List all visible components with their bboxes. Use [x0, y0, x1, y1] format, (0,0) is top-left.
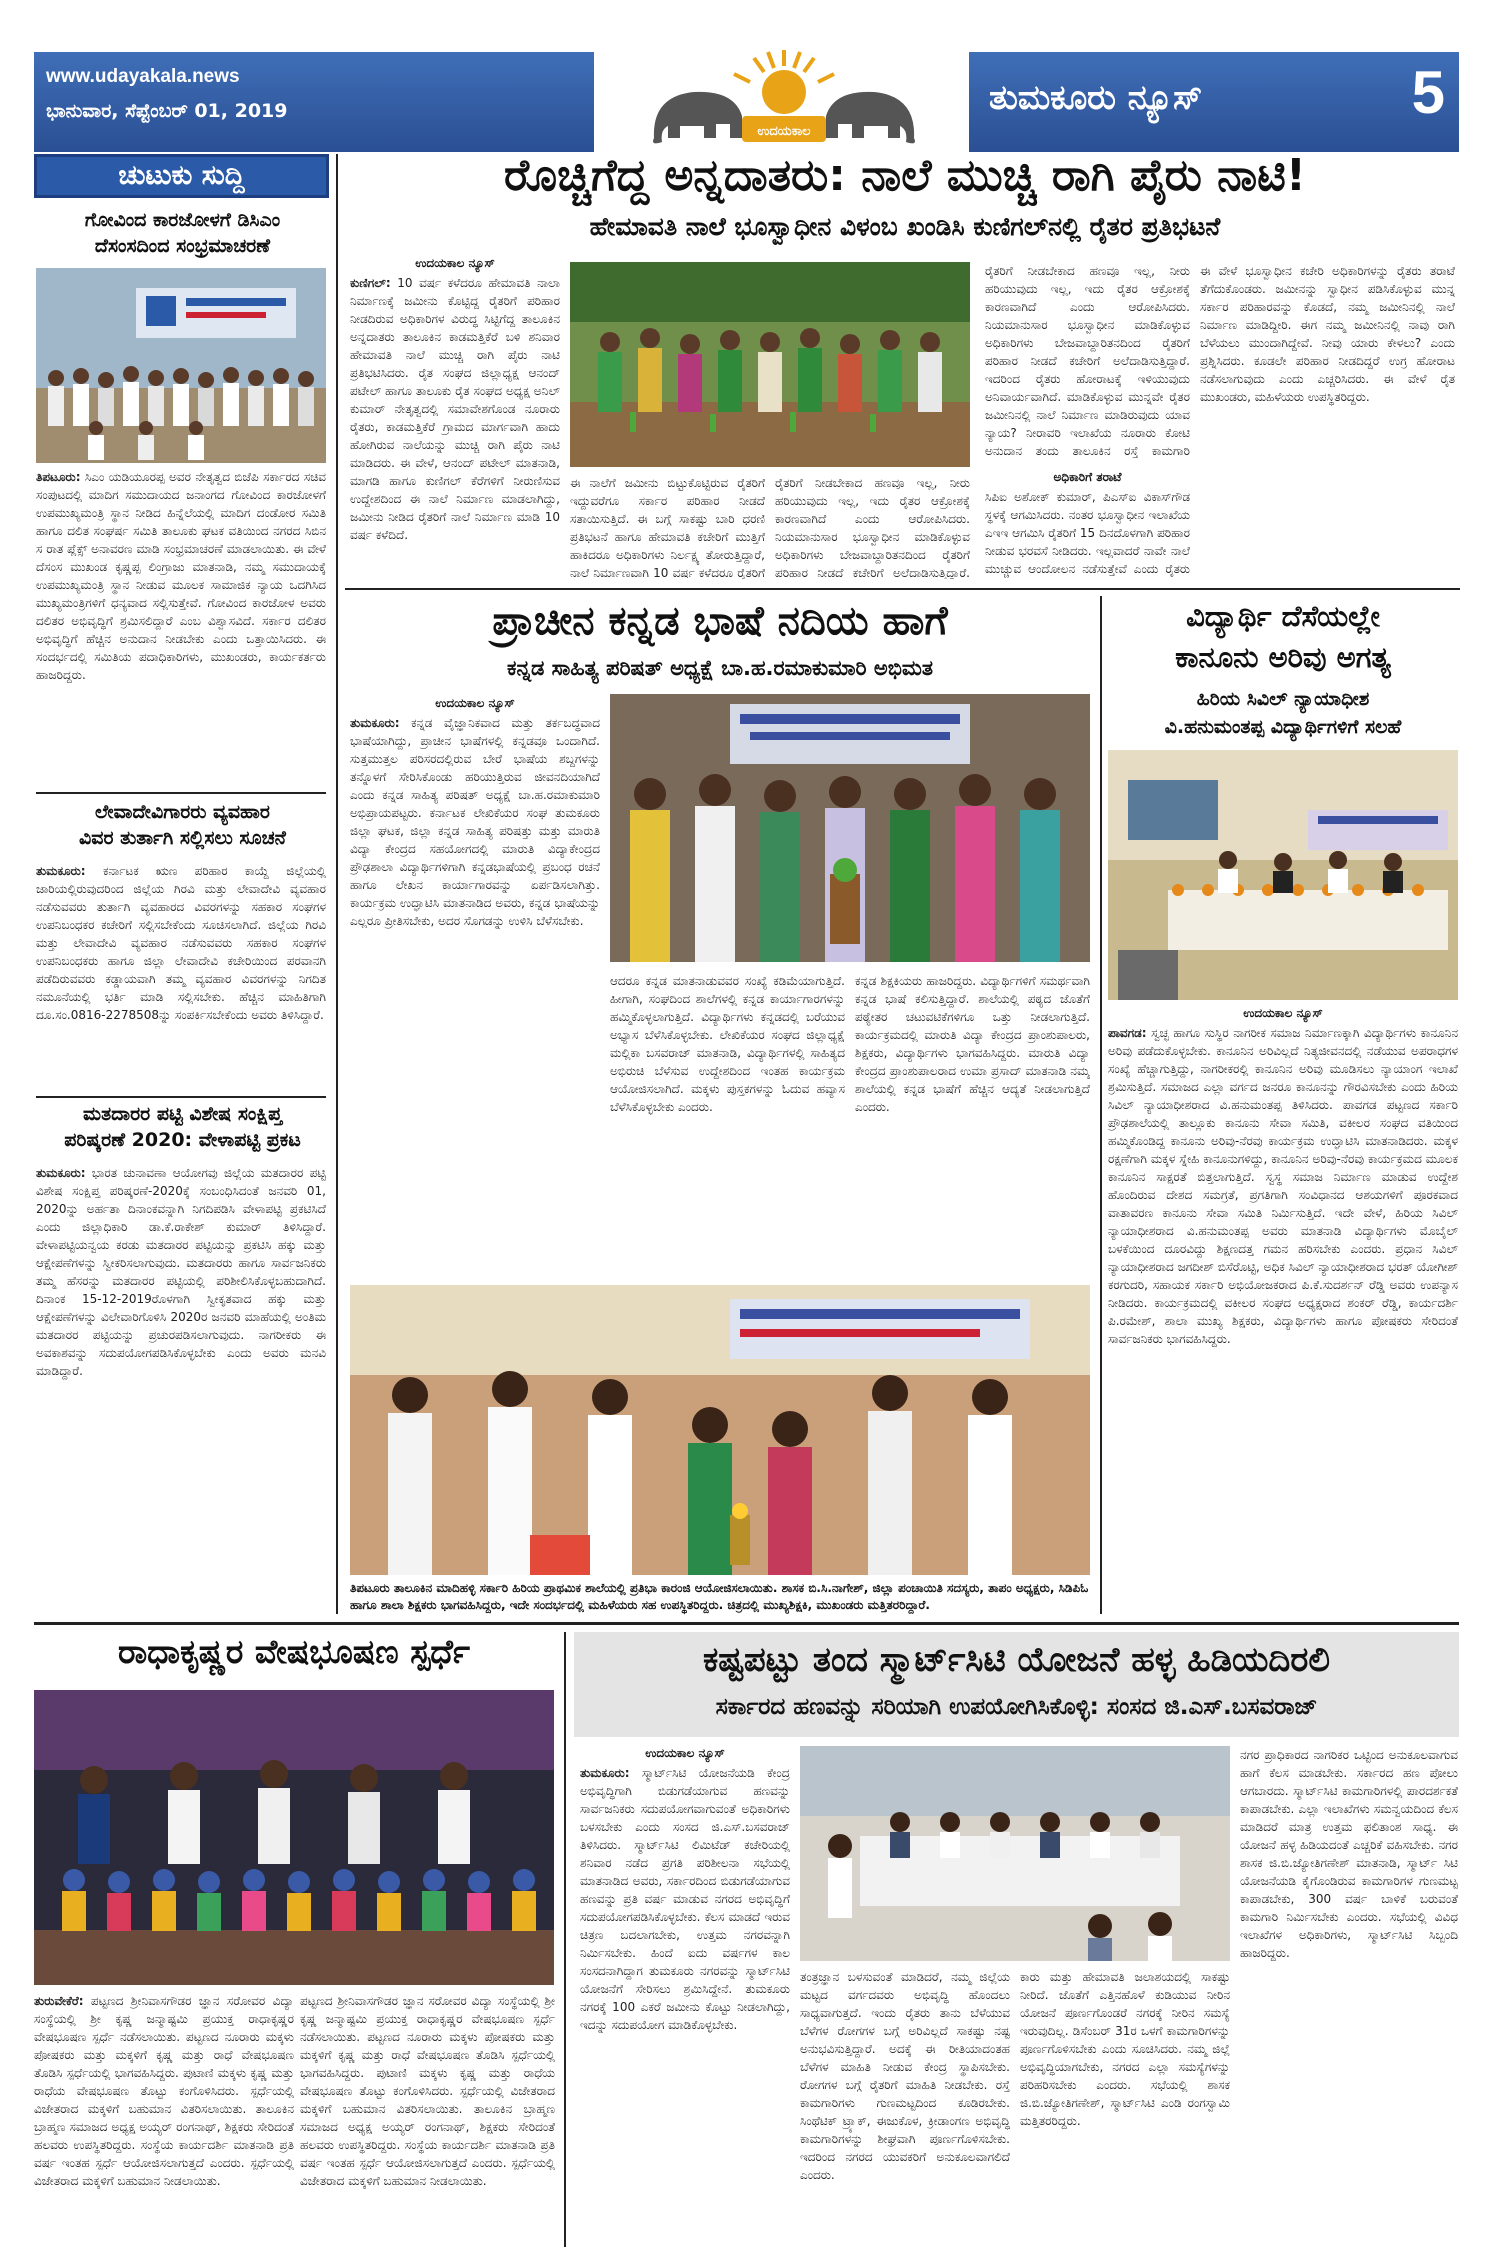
brief3-text: ಭಾರತ ಚುನಾವಣಾ ಆಯೋಗವು ಜಿಲ್ಲೆಯ ಮತದಾರರ ಪಟ್ಟಿ ವಿಶೇಷ ಸಂಕ್ಷಿಪ್ತ ಪರಿಷ್ಕರಣೆ-2020ಕ್ಕೆ ಸಂಬಂಧಿಸಿದಂತೆ ಜನವರಿ 01, 2020ನ್ನು ಅರ್ಹತಾ ದಿನಾಂಕವನ್ನಾಗಿ ನಿಗದಿಪಡಿಸಿ ವೇಳಾಪಟ್ಟಿ ಪ್ರಕಟಿಸಿದೆ ಎಂದು ಜಿಲ್ಲಾಧಿಕಾರಿ ಡಾ.ಕೆ.ರಾಕೇಶ್ ಕುಮಾರ್ ತಿಳಿಸಿದ್ದಾರೆ. ವೇಳಾಪಟ್ಟಿಯನ್ವಯ ಕರಡು ಮತದಾರರ ಪಟ್ಟಿಯನ್ನು ಪ್ರಕಟಿಸಿ ಹಕ್ಕು ಮತ್ತು ಆಕ್ಷೇಪಣೆಗಳನ್ನು ಸ್ವೀಕರಿಸಲಾಗುವುದು. ಮತದಾರರು ಹಾಗೂ ಸಾರ್ವಜನಿಕರು ತಮ್ಮ ಹೆಸರನ್ನು ಮತದಾರರ ಪಟ್ಟಿಯಲ್ಲಿ ಪರಿಶೀಲಿಸಿಕೊಳ್ಳಬಹುದಾಗಿದೆ. ದಿನಾಂಕ 15-12-2019ರೊಳಗಾಗಿ ಸ್ವೀಕೃತವಾದ ಹಕ್ಕು ಮತ್ತು ಆಕ್ಷೇಪಣೆಗಳನ್ನು ವಿಲೇವಾರಿಗೊಳಿಸಿ 2020ರ ಜನವರಿ ಮಾಹೆಯಲ್ಲಿ ಅಂತಿಮ ಮತದಾರರ ಪಟ್ಟಿಯನ್ನು ಪ್ರಚುರಪಡಿಸಲಾಗುವುದು. ನಾಗರೀಕರು ಈ ಅವಕಾಶವನ್ನು ಸದುಪಯೋಗಪಡಿಸಿಕೊಳ್ಳಬೇಕು ಎಂದು ಅವರು ಮನವಿ ಮಾಡಿದ್ದಾರೆ. — [36, 1166, 326, 1378]
kannada-dateline: ತುಮಕೂರು: — [350, 716, 400, 730]
lead-col3 — [775, 474, 970, 579]
section-title: ತುಮಕೂರು ನ್ಯೂಸ್ — [989, 78, 1203, 118]
radha-photo — [34, 1690, 554, 1985]
brief3-headline-line1: ಮತದಾರರ ಪಟ್ಟಿ ವಿಶೇಷ ಸಂಕ್ಷಿಪ್ತ — [83, 1103, 282, 1125]
law-headline — [1108, 596, 1458, 677]
law-photo — [1108, 750, 1458, 1000]
lead-col3b — [985, 262, 1190, 462]
brief3-body — [36, 1164, 326, 1614]
lead-sub-heading: ಅಧಿಕಾರಿಗೆ ತರಾಟೆ — [1053, 470, 1122, 484]
lead-col5 — [1200, 262, 1455, 580]
women-lamp-lighting-photo-icon — [610, 694, 1090, 962]
center-event-photo — [350, 1285, 1090, 1575]
smart-city-col1-text: ಸ್ಮಾರ್ಟ್‌ಸಿಟಿ ಯೋಜನೆಯಡಿ ಕೇಂದ್ರ ಅಭಿವೃದ್ಧಿಗಾಗಿ ಬಿಡುಗಡೆಯಾಗುವ ಹಣವನ್ನು ಸಾರ್ವಜನಿಕರು ಸದುಪಯೋಗವಾಗುವಂತೆ ಅಧಿಕಾರಿಗಳು ಬಳಸಬೇಕು ಎಂದು ಸಂಸದ ಜಿ.ಎಸ್.ಬಸವರಾಜ್ ತಿಳಿಸಿದರು. ಸ್ಮಾರ್ಟ್‌ಸಿಟಿ ಲಿಮಿಟೆಡ್ ಕಚೇರಿಯಲ್ಲಿ ಶನಿವಾರ ನಡೆದ ಪ್ರಗತಿ ಪರಿಶೀಲನಾ ಸಭೆಯಲ್ಲಿ ಮಾತನಾಡಿದ ಅವರು, ಸರ್ಕಾರದಿಂದ ಬಿಡುಗಡೆಯಾಗುವ ಹಣವನ್ನು ಪ್ರತಿ ವರ್ಷ ಮಾಡುವ ನಗರದ ಅಭಿವೃದ್ಧಿಗೆ ಸದುಪಯೋಗಪಡಿಸಿಕೊಳ್ಳಬೇಕು. ಕೆಲಸ ಮಾಡದೆ ಇರುವ ಚಿತ್ರಣ ಬದಲಾಗಬೇಕು, ಉತ್ತಮ ನಗರವನ್ನಾಗಿ ನಿರ್ಮಿಸಬೇಕು. ಹಿಂದೆ ಐದು ವರ್ಷಗಳ ಕಾಲ ಸಂಸದನಾಗಿದ್ದಾಗ ತುಮಕೂರು ನಗರವನ್ನು ಸ್ಮಾರ್ಟ್‌ಸಿಟಿ ಯೋಜನೆಗೆ ಸೇರಿಸಲು ಶ್ರಮಿಸಿದ್ದೇನೆ. ತುಮಕೂರು ನಗರಕ್ಕೆ 100 ಎಕರೆ ಜಮೀನು ಕೊಟ್ಟು ನೀಡಲಾಗಿದ್ದು, ಇದನ್ನು ಸದುಪಯೋಗ ಮಾಡಿಕೊಳ್ಳಬೇಕು. — [580, 1766, 790, 2032]
group-photo-icon — [36, 268, 326, 463]
brief2-body — [36, 862, 326, 1090]
udayakala-logo — [624, 46, 944, 154]
smart-city-col1 — [580, 1764, 790, 2247]
brief2-headline — [40, 800, 325, 851]
divider — [36, 792, 326, 794]
center-photo-caption: ತಿಪಟೂರು ತಾಲೂಕಿನ ಮಾದಿಹಳ್ಳಿ ಸರ್ಕಾರಿ ಹಿರಿಯ ಪ್ರಾಥಮಿಕ ಶಾಲೆಯಲ್ಲಿ ಪ್ರತಿಭಾ ಕಾರಂಜಿ ಆಯೋಜಿಸಲಾಯಿತು. ಶಾಸಕ ಬಿ.ಸಿ.ನಾಗೇಶ್, ಜಿಲ್ಲಾ ಪಂಚಾಯಿತಿ ಸದಸ್ಯರು, ತಾಪಂ ಅಧ್ಯಕ್ಷರು, ಸಿಡಿಪಿಓ ಹಾಗೂ ಶಾಲಾ ಶಿಕ್ಷಕರು ಭಾಗವಹಿಸಿದ್ದರು, ಇದೇ ಸಂದರ್ಭದಲ್ಲಿ ಮಹಿಳೆಯರು ಸಹ ಉಪಸ್ಥಿತರಿದ್ದರು. ಚಿತ್ರದಲ್ಲಿ ಮುಖ್ಯಶಿಕ್ಷಕಿ, ಮುಖಂಡರು ಮತ್ತಿತರರಿದ್ದಾರೆ. — [350, 1581, 1089, 1613]
brief1-dateline: ತಿಪಟೂರು: — [36, 470, 81, 484]
smart-city-col4 — [1240, 1746, 1458, 2247]
divider — [345, 588, 1460, 590]
brief2-headline-line2: ವಿವರ ತುರ್ತಾಗಿ ಸಲ್ಲಿಸಲು ಸೂಚನೆ — [79, 826, 286, 849]
lead-photo-caption-col — [570, 474, 765, 579]
kannada-col1-text: ಕನ್ನಡ ವೈಜ್ಞಾನಿಕವಾದ ಮತ್ತು ತರ್ಕಬದ್ಧವಾದ ಭಾಷೆಯಾಗಿದ್ದು, ಪ್ರಾಚೀನ ಭಾಷೆಗಳಲ್ಲಿ ಕನ್ನಡವೂ ಒಂದಾಗಿದೆ. ಸುತ್ತಮುತ್ತಲ ಪರಿಸರದಲ್ಲಿರುವ ಬೇರೆ ಭಾಷೆಯ ಶಬ್ದಗಳನ್ನು ತನ್ನೊಳಗೆ ಸೇರಿಸಿಕೊಂಡು ಹರಿಯುತ್ತಿರುವ ಜೀವನದಿಯಾಗಿದೆ ಎಂದು ಕನ್ನಡ ಸಾಹಿತ್ಯ ಪರಿಷತ್ ಅಧ್ಯಕ್ಷೆ ಬಾ.ಹ.ರಮಾಕುಮಾರಿ ಅಭಿಪ್ರಾಯಪಟ್ಟರು. ಕರ್ನಾಟಕ ಲೇಖಿಕೆಯರ ಸಂಘ ತುಮಕೂರು ಜಿಲ್ಲಾ ಘಟಕ, ಜಿಲ್ಲಾ ಕನ್ನಡ ಸಾಹಿತ್ಯ ಪರಿಷತ್ತು ಮತ್ತು ಮಾರುತಿ ವಿದ್ಯಾ ಕೇಂದ್ರದ ಸಹಯೋಗದಲ್ಲಿ ಮಾರುತಿ ವಿದ್ಯಾಕೇಂದ್ರದ ಪ್ರೌಢಶಾಲಾ ವಿದ್ಯಾರ್ಥಿಗಳಿಗಾಗಿ ಕನ್ನಡಭಾಷೆಯಲ್ಲಿ ಪ್ರಬಂಧ ರಚನೆ ಹಾಗೂ ಲೇಖನ ಕಾರ್ಯಾಗಾರವನ್ನು ಏರ್ಪಡಿಸಲಾಗಿತ್ತು. ಕಾರ್ಯಕ್ರಮ ಉದ್ಘಾಟಿಸಿ ಮಾತನಾಡಿದ ಅವರು, ಕನ್ನಡ ಭಾಷೆಯನ್ನು ಎಲ್ಲರೂ ಪ್ರೀತಿಸಬೇಕು, ಅದರ ಸೊಗಡನ್ನು ಉಳಿಸಿ ಬೆಳೆಸಬೇಕು. — [350, 716, 600, 928]
law-dateline: ಪಾವಗಡ: — [1108, 1026, 1147, 1040]
law-body — [1108, 1024, 1458, 1614]
lead-col3b-text: ರೈತರಿಗೆ ನೀಡಬೇಕಾದ ಹಣವೂ ಇಲ್ಲ, ನೀರು ಹರಿಯುವುದು ಇಲ್ಲ, ಇದು ರೈತರ ಆಕ್ರೋಶಕ್ಕೆ ಕಾರಣವಾಗಿದೆ ಎಂದು ಆರೋಪಿಸಿದರು. ನಿಯಮಾನುಸಾರ ಭೂಸ್ವಾಧೀನ ಮಾಡಿಕೊಳ್ಳುವ ಅಧಿಕಾರಿಗಳು ಬೇಜವಾಬ್ದಾರಿತನದಿಂದ ರೈತರಿಗೆ ಪರಿಹಾರ ನೀಡದೆ ಕಚೇರಿಗೆ ಅಲೆದಾಡಿಸುತ್ತಿದ್ದಾರೆ. ಇದರಿಂದ ರೈತರು ಹೋರಾಟಕ್ಕೆ ಇಳಿಯುವುದು ಅನಿವಾರ್ಯವಾಗಿದೆ. ಮಾಡಿಕೊಳ್ಳುವ ಮುನ್ನವೇ ರೈತರ ಜಮೀನಿನಲ್ಲಿ ನಾಲೆ ನಿರ್ಮಾಣ ಮಾಡಿರುವುದು ಯಾವ ನ್ಯಾಯ? ನೀರಾವರಿ ಇಲಾಖೆಯ ನೂರಾರು ಕೋಟಿ ಅನುದಾನ ತಂದು ತಾಲೂಕಿನ ರಸ್ತೆ ಕಾಮಗಾರಿ — [985, 264, 1190, 458]
brief1-photo — [36, 268, 326, 463]
website-url[interactable]: www.udayakala.news — [46, 66, 240, 87]
law-byline: ಉದಯಕಾಲ ನ್ಯೂಸ್ — [1243, 1006, 1323, 1020]
smart-city-col3-text: ಕಾರು ಮತ್ತು ಹೇಮಾವತಿ ಜಲಾಶಯದಲ್ಲಿ ಸಾಕಷ್ಟು ನೀರಿದೆ. ಜೊತೆಗೆ ಎತ್ತಿನಹೊಳೆ ಕುಡಿಯುವ ನೀರಿನ ಯೋಜನೆ ಪೂರ್ಣಗೊಂಡರೆ ನಗರಕ್ಕೆ ನೀರಿನ ಸಮಸ್ಯೆ ಇರುವುದಿಲ್ಲ. ಡಿಸೆಂಬರ್ 31ರ ಒಳಗೆ ಕಾಮಗಾರಿಗಳನ್ನು ಪೂರ್ಣಗೊಳಿಸಬೇಕು ಎಂದು ಸೂಚಿಸಿದರು. ನಮ್ಮ ಜಿಲ್ಲೆ ಅಭಿವೃದ್ಧಿಯಾಗಬೇಕು, ನಗರದ ಎಲ್ಲಾ ಸಮಸ್ಯೆಗಳನ್ನು ಪರಿಹರಿಸಬೇಕು ಎಂದರು. ಸಭೆಯಲ್ಲಿ ಶಾಸಕ ಜಿ.ಬಿ.ಜ್ಯೋತಿಗಣೇಶ್, ಸ್ಮಾರ್ಟ್‌ಸಿಟಿ ಎಂಡಿ ರಂಗಸ್ವಾಮಿ ಮತ್ತಿತರರಿದ್ದರು. — [1020, 1970, 1230, 2128]
law-subheadline-line2: ವಿ.ಹನುಮಂತಪ್ಪ ವಿದ್ಯಾರ್ಥಿಗಳಿಗೆ ಸಲಹೆ — [1164, 715, 1402, 738]
legal-awareness-stage-photo-icon — [1108, 750, 1458, 1000]
logo-text: ಉದಯಕಾಲ — [757, 124, 811, 139]
brief1-headline-line2: ದೆಸಂಸದಿಂದ ಸಂಭ್ರಮಾಚರಣೆ — [94, 234, 271, 257]
kannada-col3-text: ಕನ್ನಡ ಶಿಕ್ಷಕಿಯರು ಹಾಜರಿದ್ದರು. ವಿದ್ಯಾರ್ಥಿಗಳಿಗೆ ಸಮರ್ಥವಾಗಿ ಕನ್ನಡ ಭಾಷೆ ಕಲಿಸುತ್ತಿದ್ದಾರೆ. ಶಾಲೆಯಲ್ಲಿ ಪಠ್ಯದ ಜೊತೆಗೆ ಪಠ್ಯೇತರ ಚಟುವಟಿಕೆಗಳಿಗೂ ಒತ್ತು ನೀಡಲಾಗುತ್ತಿದೆ. ಕಾರ್ಯಕ್ರಮದಲ್ಲಿ ಮಾರುತಿ ವಿದ್ಯಾ ಕೇಂದ್ರದ ಪ್ರಾಂಶುಪಾಲರು, ಶಿಕ್ಷಕರು, ವಿದ್ಯಾರ್ಥಿಗಳು ಭಾಗವಹಿಸಿದ್ದರು. ಮಾರುತಿ ವಿದ್ಯಾ ಕೇಂದ್ರದ ಪ್ರಾಂಶುಪಾಲರಾದ ಉಮಾ ಪ್ರಸಾದ್ ಮಾತನಾಡಿ ನಮ್ಮ ಶಾಲೆಯಲ್ಲಿ ಕನ್ನಡ ಭಾಷೆಗೆ ಹೆಚ್ಚಿನ ಆದ್ಯತೆ ನೀಡಲಾಗುತ್ತಿದೆ ಎಂದರು. — [855, 974, 1090, 1114]
law-subheadline-line1: ಹಿರಿಯ ಸಿವಿಲ್ ನ್ಯಾಯಾಧೀಶ — [1196, 688, 1370, 710]
kannada-col2 — [610, 972, 845, 1274]
lead-byline: ಉದಯಕಾಲ ನ್ಯೂಸ್ — [415, 256, 495, 270]
law-headline-line2: ಕಾನೂನು ಅರಿವು ಅಗತ್ಯ — [1175, 639, 1391, 674]
radha-col2 — [300, 1992, 555, 2247]
divider — [36, 1096, 326, 1098]
smart-city-col3 — [1020, 1968, 1230, 2247]
brief2-text: ಕರ್ನಾಟಕ ಋಣ ಪರಿಹಾರ ಕಾಯ್ದೆ ಜಿಲ್ಲೆಯಲ್ಲಿ ಜಾರಿಯಲ್ಲಿರುವುದರಿಂದ ಜಿಲ್ಲೆಯ ಗಿರವಿ ಮತ್ತು ಲೇವಾದೇವಿ ವ್ಯವಹಾರ ನಡೆಸುವವರು ತುರ್ತಾಗಿ ವ್ಯವಹಾರದ ವಿವರಗಳನ್ನು ಸಹಕಾರ ಸಂಘಗಳ ಉಪನಿಬಂಧಕರ ಕಚೇರಿಗೆ ಸಲ್ಲಿಸಬೇಕೆಂದು ಸೂಚಿಸಲಾಗಿದೆ. ಜಿಲ್ಲೆಯ ಗಿರವಿ ಮತ್ತು ಲೇವಾದೇವಿ ವ್ಯವಹಾರ ನಡೆಸುವವರು ಸಹಕಾರ ಸಂಘಗಳ ಉಪನಿಬಂಧಕರು ಹಾಗೂ ಜಿಲ್ಲಾ ಲೇವಾದೇವಿ ಕಚೇರಿಯಿಂದ ಪರವಾನಗಿ ಪಡೆದಿರುವವರು ಕಡ್ಡಾಯವಾಗಿ ತಮ್ಮ ವ್ಯವಹಾರ ವಿವರಗಳನ್ನು ನಿಗದಿತ ನಮೂನೆಯಲ್ಲಿ ಭರ್ತಿ ಮಾಡಿ ಸಲ್ಲಿಸಬೇಕು. ಹೆಚ್ಚಿನ ಮಾಹಿತಿಗಾಗಿ ದೂ.ಸಂ.0816-2278508ನ್ನು ಸಂಪರ್ಕಿಸಬೇಕೆಂದು ಅವರು ತಿಳಿಸಿದ್ದಾರೆ. — [36, 864, 326, 1022]
brief3-dateline: ತುಮಕೂರು: — [36, 1166, 86, 1180]
lead-headline: ರೊಚ್ಚಿಗೆದ್ದ ಅನ್ನದಾತರು: ನಾಲೆ ಮುಚ್ಚಿ ರಾಗಿ ಪೈರು ನಾಟಿ! — [504, 150, 1306, 201]
law-body-text: ಸ್ವಚ್ಛ ಹಾಗೂ ಸುಸ್ಥಿರ ನಾಗರೀಕ ಸಮಾಜ ನಿರ್ಮಾಣಕ್ಕಾಗಿ ವಿದ್ಯಾರ್ಥಿಗಳು ಕಾನೂನಿನ ಅರಿವು ಪಡೆದುಕೊಳ್ಳಬೇಕು. ಕಾನೂನಿನ ಅರಿವಿಲ್ಲದೆ ನಿತ್ಯಜೀವನದಲ್ಲಿ ನಡೆಯುವ ಅಪರಾಧಗಳ ಸಂಖ್ಯೆ ಹೆಚ್ಚಾಗುತ್ತಿದ್ದು, ನಾಗರೀಕರಲ್ಲಿ ಕಾನೂನಿನ ಅರಿವು ಮೂಡಿಸಲು ನ್ಯಾಯಾಂಗ ಇಲಾಖೆ ಶ್ರಮಿಸುತ್ತಿದೆ. ಸಮಾಜದ ಎಲ್ಲಾ ವರ್ಗದ ಜನರೂ ಕಾನೂನನ್ನು ಗೌರವಿಸಬೇಕು ಎಂದು ಹಿರಿಯ ಸಿವಿಲ್ ನ್ಯಾಯಾಧೀಶರಾದ ವಿ.ಹನುಮಂತಪ್ಪ ತಿಳಿಸಿದರು. ಪಾವಗಡ ಪಟ್ಟಣದ ಸರ್ಕಾರಿ ಪ್ರೌಢಶಾಲೆಯಲ್ಲಿ ತಾಲ್ಲೂಕು ಕಾನೂನು ಸೇವಾ ಸಮಿತಿ, ವಕೀಲರ ಸಂಘದ ವತಿಯಿಂದ ಹಮ್ಮಿಕೊಂಡಿದ್ದ ಕಾನೂನು ಅರಿವು-ನೆರವು ಕಾರ್ಯಕ್ರಮ ಉದ್ಘಾಟಿಸಿ ಮಾತನಾಡಿದರು. ಮಕ್ಕಳ ರಕ್ಷಣೆಗಾಗಿ ಮಕ್ಕಳ ಸ್ನೇಹಿ ಕಾನೂನುಗಳಿದ್ದು, ಕಾನೂನಿನ ಅರಿವು-ನೆರವು ಕಾರ್ಯಕ್ರಮದ ಮೂಲಕ ಕಾನೂನಿನ ಸಾಕ್ಷರತೆ ಬಿತ್ತಲಾಗುತ್ತಿದೆ. ಸ್ವಸ್ಥ ಸಮಾಜ ನಿರ್ಮಾಣ ಮಾಡುವ ಉದ್ದೇಶ ಹೊಂದಿರುವ ದೇಶದ ಸಮಗ್ರತೆ, ಪ್ರಗತಿಗಾಗಿ ಸಂವಿಧಾನದ ಆಶಯಗಳಿಗೆ ಪೂರಕವಾದ ವಾತಾವರಣ ಕಾನೂನು ಸೇವಾ ಸಮಿತಿ ನಿರ್ಮಿಸುತ್ತಿದೆ. ಇದೇ ವೇಳೆ, ಹಿರಿಯ ಸಿವಿಲ್ ನ್ಯಾಯಾಧೀಶರಾದ ವಿ.ಹನುಮಂತಪ್ಪ ಅವರು ಮಾತನಾಡಿ ವಿದ್ಯಾರ್ಥಿಗಳು ಮೊಬೈಲ್ ಬಳಕೆಯಿಂದ ದೂರವಿದ್ದು ಶಿಕ್ಷಣದತ್ತ ಗಮನ ಹರಿಸಬೇಕು ಎಂದರು. ಪ್ರಧಾನ ಸಿವಿಲ್ ನ್ಯಾಯಾಧೀಶರಾದ ಜಗದೀಶ್ ಬಿಸೆರೊಟ್ಟಿ, ಅಧಿಕ ಸಿವಿಲ್ ನ್ಯಾಯಾಧೀಶರಾದ ಭರತ್ ಯೋಗೀಶ್ ಕರಗುದರಿ, ಸಹಾಯಕ ಸರ್ಕಾರಿ ಅಭಿಯೋಜಕರಾದ ಪಿ.ಕೆ.ಸುದರ್ಶನ್ ರೆಡ್ಡಿ ಅವರು ಉಪನ್ಯಾಸ ನೀಡಿದರು. ಕಾರ್ಯಕ್ರಮದಲ್ಲಿ ವಕೀಲರ ಸಂಘದ ಅಧ್ಯಕ್ಷರಾದ ಶಂಕರ್ ರೆಡ್ಡಿ, ಕಾರ್ಯದರ್ಶಿ ಪಿ.ರಮೇಶ್, ಶಾಲಾ ಮುಖ್ಯ ಶಿಕ್ಷಕರು, ವಿದ್ಯಾರ್ಥಿಗಳು ಹಾಗೂ ಪೋಷಕರು ಸೇರಿದಂತೆ ಸಾರ್ವಜನಿಕರು ಭಾಗವಹಿಸಿದ್ದರು. — [1108, 1026, 1458, 1346]
kannada-photo — [610, 694, 1090, 962]
radha-dateline: ತುರುವೇಕೆರೆ: — [34, 1994, 84, 2008]
smart-city-col2 — [800, 1968, 1010, 2247]
lead-photo-caption: ಈ ನಾಲೆಗೆ ಜಮೀನು ಬಿಟ್ಟುಕೊಟ್ಟಿರುವ ರೈತರಿಗೆ ಇದ್ದುವರೆಗೂ ಸರ್ಕಾರ ಪರಿಹಾರ ನೀಡದೆ ಸತಾಯಿಸುತ್ತಿದೆ. ಈ ಬಗ್ಗೆ ಸಾಕಷ್ಟು ಬಾರಿ ಧರಣಿ ಪ್ರತಿಭಟನೆ ಹಾಗೂ ಹೇಮಾವತಿ ಕಚೇರಿಗೆ ಮುತ್ತಿಗೆ ಹಾಕಿದರೂ ಅಧಿಕಾರಿಗಳು ನಿರ್ಲಕ್ಷ್ಯ ತೋರುತ್ತಿದ್ದಾರೆ, ನಾಲೆ ನಿರ್ಮಾಣವಾಗಿ 10 ವರ್ಷ ಕಳೆದರೂ ರೈತರಿಗೆ — [570, 476, 765, 579]
radha-col1 — [34, 1992, 294, 2247]
lead-col1-text: 10 ವರ್ಷ ಕಳೆದರೂ ಹೇಮಾವತಿ ನಾಲಾ ನಿರ್ಮಾಣಕ್ಕೆ ಜಮೀನು ಕೊಟ್ಟಿದ್ದ ರೈತರಿಗೆ ಪರಿಹಾರ ನೀಡದಿರುವ ಅಧಿಕಾರಿಗಳ ವಿರುದ್ಧ ಸಿಟ್ಟಿಗೆದ್ದ ತಾಲೂಕಿನ ಅನ್ನದಾತರು ತಾಲೂಕಿನ ಕಾಡಮತ್ತಿಕೆರೆ ಬಳಿ ಶನಿವಾರ ಹೇಮಾವತಿ ನಾಲೆ ಮುಚ್ಚಿ ರಾಗಿ ಪೈರು ನಾಟಿ ಪ್ರತಿಭಟಿಸಿದರು. ರೈತ ಸಂಘದ ಜಿಲ್ಲಾಧ್ಯಕ್ಷ ಆನಂದ್ ಪಟೇಲ್ ಹಾಗೂ ತಾಲೂಕು ರೈತ ಸಂಘದ ಅಧ್ಯಕ್ಷ ಅನಿಲ್ ಕುಮಾರ್ ನೇತೃತ್ವದಲ್ಲಿ ಸಮಾವೇಶಗೊಂಡ ನೂರಾರು ರೈತರು, ಕಾಡಮತ್ತಿಕೆರೆ ಗ್ರಾಮದ ಮಾರ್ಗವಾಗಿ ಹಾದು ಹೋಗಿರುವ ನಾಲೆಯನ್ನು ಮುಚ್ಚಿ ರಾಗಿ ಪೈರು ನಾಟಿ ಮಾಡಿದರು. ಈ ವೇಳೆ, ಆನಂದ್ ಪಟೇಲ್ ಮಾತನಾಡಿ, ಮಾಗಡಿ ಹಾಗೂ ಕುಣಿಗಲ್ ಕೆರೆಗಳಿಗೆ ನೀರುಣಿಸುವ ಉದ್ದೇಶದಿಂದ ಈ ನಾಲೆ ನಿರ್ಮಾಣ ಮಾಡಲಾಗಿದ್ದು, ಜಮೀನು ನೀಡಿದ ರೈತರಿಗೆ ನಾಲೆ ನಿರ್ಮಾಣ ಮಾಡಿ 10 ವರ್ಷ ಕಳೆದಿದೆ. — [350, 276, 560, 542]
issue-date: ಭಾನುವಾರ, ಸೆಪ್ಟೆಂಬರ್ 01, 2019 — [46, 100, 288, 122]
lead-col1 — [350, 274, 560, 579]
brief-news-box-title: ಚುಟುಕು ಸುದ್ದಿ — [34, 154, 329, 198]
kannada-byline: ಉದಯಕಾಲ ನ್ಯೂಸ್ — [435, 696, 515, 710]
brief2-dateline: ತುಮಕೂರು: — [36, 864, 86, 878]
smart-city-col4-text: ನಗರ ಪ್ರಾಧಿಕಾರದ ನಾಗರಿಕರ ಒಟ್ಟಿಂದ ಅನುಕೂಲವಾಗುವ ಹಾಗೆ ಕೆಲಸ ಮಾಡಬೇಕು. ಸರ್ಕಾರದ ಹಣ ಪೋಲು ಆಗಬಾರದು. ಸ್ಮಾರ್ಟ್‌ಸಿಟಿ ಕಾಮಗಾರಿಗಳಲ್ಲಿ ಪಾರದರ್ಶಕತೆ ಕಾಪಾಡಬೇಕು. ಎಲ್ಲಾ ಇಲಾಖೆಗಳು ಸಮನ್ವಯದಿಂದ ಕೆಲಸ ಮಾಡಿದರೆ ಮಾತ್ರ ಉತ್ತಮ ಫಲಿತಾಂಶ ಸಾಧ್ಯ. ಈ ಯೋಜನೆ ಹಳ್ಳ ಹಿಡಿಯದಂತೆ ಎಚ್ಚರಿಕೆ ವಹಿಸಬೇಕು. ನಗರ ಶಾಸಕ ಜಿ.ಬಿ.ಜ್ಯೋತಿಗಣೇಶ್ ಮಾತನಾಡಿ, ಸ್ಮಾರ್ಟ್ ಸಿಟಿ ಯೋಜನೆಯಡಿ ಕೈಗೊಂಡಿರುವ ಕಾಮಗಾರಿಗಳ ಗುಣಮಟ್ಟ ಕಾಪಾಡಬೇಕು, 300 ವರ್ಷ ಬಾಳಿಕೆ ಬರುವಂತೆ ಕಾಮಗಾರಿ ನಿರ್ಮಿಸಬೇಕು ಎಂದರು. ಸಭೆಯಲ್ಲಿ ವಿವಿಧ ಇಲಾಖೆಗಳ ಅಧಿಕಾರಿಗಳು, ಸ್ಮಾರ್ಟ್‌ಸಿಟಿ ಸಿಬ್ಬಂದಿ ಹಾಜರಿದ್ದರು. — [1240, 1748, 1458, 1960]
brief2-headline-line1: ಲೇವಾದೇವಿಗಾರರು ವ್ಯವಹಾರ — [95, 801, 270, 823]
lead-dateline: ಕುಣಿಗಲ್: — [350, 276, 391, 290]
column-rule — [1100, 596, 1102, 1614]
kannada-subheadline: ಕನ್ನಡ ಸಾಹಿತ್ಯ ಪರಿಷತ್ ಅಧ್ಯಕ್ಷೆ ಬಾ.ಹ.ರಮಾಕುಮಾರಿ ಅಭಿಮತ — [507, 656, 933, 680]
brief1-text: ಸಿಎಂ ಯಡಿಯೂರಪ್ಪ ಅವರ ನೇತೃತ್ವದ ಬಿಜೆಪಿ ಸರ್ಕಾರದ ಸಚಿವ ಸಂಪುಟದಲ್ಲಿ ಮಾದಿಗ ಸಮುದಾಯದ ಜನಾಂಗದ ಗೋವಿಂದ ಕಾರಜೋಳಗೆ ಉಪಮುಖ್ಯಮಂತ್ರಿ ಸ್ಥಾನ ನೀಡಿದ ಹಿನ್ನೆಲೆಯಲ್ಲಿ ಮಾದಿಗ ದಂಡೋರ ಸಮಿತಿ ಹಾಗೂ ದಲಿತ ಸಂಘರ್ಷ ಸಮಿತಿ ತಾಲೂಕು ಘಟಕ ವತಿಯಿಂದ ನಗರದ ಸಿಬಿನ ಸ ರಾತ ಪ್ಲೆಕ್ಸ್ ಅನಾವರಣ ಮಾಡಿ ಸಂಭ್ರಮಾಚರಣೆ ಮಾಡಲಾಯಿತು. ಈ ವೇಳೆ ದೆಸಂಸ ಮುಖಂಡ ಕೃಷ್ಣಪ್ಪ ಲಿಂಗ್ರಾಜು ಮಾತನಾಡಿ, ನಮ್ಮ ಸಮುದಾಯಕ್ಕೆ ಉಪಮುಖ್ಯಮಂತ್ರಿ ಸ್ಥಾನ ನೀಡುವ ಮೂಲಕ ಸಾಮಾಜಿಕ ನ್ಯಾಯ ಒದಗಿಸಿದ ಮುಖ್ಯಮಂತ್ರಿಗಳಿಗೆ ಧನ್ಯವಾದ ಸಲ್ಲಿಸುತ್ತೇವೆ. ಗೋವಿಂದ ಕಾರಜೋಳ ಅವರು ದಲಿತರ ಅಭಿವೃದ್ಧಿಗೆ ಶ್ರಮಿಸಲಿದ್ದಾರೆ ಎಂಬ ವಿಶ್ವಾಸವಿದೆ. ಸರ್ಕಾರ ದಲಿತರ ಅಭಿವೃದ್ಧಿಗೆ ಹೆಚ್ಚಿನ ಅನುದಾನ ನೀಡಬೇಕು ಎಂದು ಒತ್ತಾಯಿಸಿದರು. ಈ ಸಂದರ್ಭದಲ್ಲಿ ಸಮಿತಿಯ ಪದಾಧಿಕಾರಿಗಳು, ಮುಖಂಡರು, ಕಾರ್ಯಕರ್ತರು ಹಾಜರಿದ್ದರು. — [36, 470, 326, 682]
smart-city-photo — [800, 1746, 1230, 1961]
law-headline-line1: ವಿದ್ಯಾರ್ಥಿ ದೆಸೆಯಲ್ಲೇ — [1186, 599, 1380, 633]
smart-city-col2-text: ತಂತ್ರಜ್ಞಾನ ಬಳಸುವಂತೆ ಮಾಡಿದರೆ, ನಮ್ಮ ಜಿಲ್ಲೆಯ ಮಟ್ಟದ ವರ್ಗದವರು ಅಭಿವೃದ್ಧಿ ಹೊಂದಲು ಸಾಧ್ಯವಾಗುತ್ತದೆ. ಇಂದು ರೈತರು ತಾನು ಬೆಳೆಯುವ ಬೆಳೆಗಳ ರೋಗಗಳ ಬಗ್ಗೆ ಅರಿವಿಲ್ಲದೆ ಸಾಕಷ್ಟು ನಷ್ಟ ಅನುಭವಿಸುತ್ತಿದ್ದಾರೆ. ಅದಕ್ಕೆ ಈ ರೀತಿಯಾದಂತಹ ಬೆಳೆಗಳ ಮಾಹಿತಿ ನೀಡುವ ಕೇಂದ್ರ ಸ್ಥಾಪಿಸಬೇಕು. ರೋಗಗಳ ಬಗ್ಗೆ ರೈತರಿಗೆ ಮಾಹಿತಿ ನೀಡಬೇಕು. ರಸ್ತೆ ಕಾಮಗಾರಿಗಳು ಗುಣಮಟ್ಟದಿಂದ ಕೂಡಿರಬೇಕು. ಸಿಂಥೆಟಿಕ್ ಟ್ರ್ಯಾಕ್, ಈಜುಕೊಳ, ಕ್ರೀಡಾಂಗಣ ಅಭಿವೃದ್ಧಿ ಕಾಮಗಾರಿಗಳನ್ನು ಶೀಘ್ರವಾಗಿ ಪೂರ್ಣಗೊಳಿಸಬೇಕು. ಇದರಿಂದ ನಗರದ ಯುವಕರಿಗೆ ಅನುಕೂಲವಾಗಲಿದೆ ಎಂದರು. — [800, 1970, 1010, 2182]
kannada-headline: ಪ್ರಾಚೀನ ಕನ್ನಡ ಭಾಷೆ ನದಿಯ ಹಾಗೆ — [492, 598, 948, 644]
lead-subheadline: ಹೇಮಾವತಿ ನಾಲೆ ಭೂಸ್ವಾಧೀನ ವಿಳಂಬ ಖಂಡಿಸಿ ಕುಣಿಗಲ್‌ನಲ್ಲಿ ರೈತರ ಪ್ರತಿಭಟನೆ — [589, 212, 1221, 241]
masthead-right-band — [969, 52, 1459, 152]
lead-col4-text: ಸಿಪಿಐ ಅಶೋಕ್ ಕುಮಾರ್, ಪಿಎಸ್‌ಐ ವಿಕಾಸ್‌ಗೌಡ ಸ್ಥಳಕ್ಕೆ ಆಗಮಿಸಿದರು. ನಂತರ ಭೂಸ್ವಾಧೀನ ಇಲಾಖೆಯ ಎಇಇ ಆಗಮಿಸಿ ರೈತರಿಗೆ 15 ದಿನದೊಳಗಾಗಿ ಪರಿಹಾರ ನೀಡುವ ಭರವಸೆ ನೀಡಿದರು. ಇಲ್ಲವಾದರೆ ನಾವೇ ನಾಲೆ ಮುಚ್ಚುವ ಆಂದೋಲನ ನಡೆಸುತ್ತೇವೆ ಎಂದು ರೈತರು — [985, 490, 1190, 576]
law-subheadline — [1108, 686, 1458, 741]
brief1-headline — [40, 208, 325, 259]
smart-city-subheadline: ಸರ್ಕಾರದ ಹಣವನ್ನು ಸರಿಯಾಗಿ ಉಪಯೋಗಿಸಿಕೊಳ್ಳಿ: ಸಂಸದ ಜಿ.ಎಸ್.ಬಸವರಾಜ್ — [715, 1694, 1318, 1720]
school-event-lamp-photo-icon — [350, 1285, 1090, 1575]
column-rule — [564, 1632, 566, 2247]
divider — [34, 1622, 1459, 1625]
lead-photo-farmers — [570, 262, 970, 467]
page-number: 5 — [1411, 59, 1445, 126]
smart-city-dateline: ತುಮಕೂರು: — [580, 1766, 630, 1780]
kannada-col1 — [350, 714, 600, 1274]
masthead-left-band — [34, 52, 594, 152]
smart-city-headline: ಕಷ್ಟಪಟ್ಟು ತಂದ ಸ್ಮಾರ್ಟ್‌ಸಿಟಿ ಯೋಜನೆ ಹಳ್ಳ ಹಿಡಿಯದಿರಲಿ — [702, 1640, 1331, 1680]
farmers-protest-photo-icon — [570, 262, 970, 467]
children-costume-photo-icon — [34, 1690, 554, 1985]
kannada-col3 — [855, 972, 1090, 1274]
brief3-headline-line2: ಪರಿಷ್ಕರಣೆ 2020: ವೇಳಾಪಟ್ಟಿ ಪ್ರಕಟ — [64, 1128, 301, 1151]
radha-headline: ರಾಧಾಕೃಷ್ಣರ ವೇಷಭೂಷಣ ಸ್ಪರ್ಧೆ — [118, 1632, 470, 1671]
radha-body-text-cont: ಪಟ್ಟಣದ ಶ್ರೀನಿವಾಸಗೌಡರ ಜ್ಞಾನ ಸರೋವರ ವಿದ್ಯಾ ಸಂಸ್ಥೆಯಲ್ಲಿ ಶ್ರೀ ಕೃಷ್ಣ ಜನ್ಮಾಷ್ಟಮಿ ಪ್ರಯುಕ್ತ ರಾಧಾಕೃಷ್ಣರ ವೇಷಭೂಷಣ ಸ್ಪರ್ಧೆ ನಡೆಸಲಾಯಿತು. ಪಟ್ಟಣದ ನೂರಾರು ಮಕ್ಕಳು ಪೋಷಕರು ಮತ್ತು ಮಕ್ಕಳಿಗೆ ಕೃಷ್ಣ ಮತ್ತು ರಾಧೆ ವೇಷಭೂಷಣ ತೊಡಿಸಿ ಸ್ಪರ್ಧೆಯಲ್ಲಿ ಭಾಗವಹಿಸಿದ್ದರು. ಪುಟಾಣಿ ಮಕ್ಕಳು ಕೃಷ್ಣ ಮತ್ತು ರಾಧೆಯ ವೇಷಭೂಷಣ ತೊಟ್ಟು ಕಂಗೊಳಿಸಿದರು. ಸ್ಪರ್ಧೆಯಲ್ಲಿ ವಿಜೇತರಾದ ಮಕ್ಕಳಿಗೆ ಬಹುಮಾನ ವಿತರಿಸಲಾಯಿತು. ತಾಲೂಕಿನ ಬ್ರಾಹ್ಮಣ ಸಮಾಜದ ಅಧ್ಯಕ್ಷ ಅಯ್ಯರ್ ರಂಗನಾಥ್, ಶಿಕ್ಷಕರು ಸೇರಿದಂತೆ ಹಲವರು ಉಪಸ್ಥಿತರಿದ್ದರು. ಸಂಸ್ಥೆಯ ಕಾರ್ಯದರ್ಶಿ ಮಾತನಾಡಿ ಪ್ರತಿ ವರ್ಷ ಇಂತಹ ಸ್ಪರ್ಧೆ ಆಯೋಜಿಸಲಾಗುತ್ತದೆ ಎಂದರು. ಸ್ಪರ್ಧೆಯಲ್ಲಿ ವಿಜೇತರಾದ ಮಕ್ಕಳಿಗೆ ಬಹುಮಾನ ನೀಡಲಾಯಿತು. — [300, 1994, 555, 2188]
lead-col4 — [985, 488, 1190, 580]
brief1-headline-line1: ಗೋವಿಂದ ಕಾರಜೋಳಗೆ ಡಿಸಿಎಂ — [84, 209, 281, 231]
meeting-room-photo-icon — [800, 1746, 1230, 1961]
brief1-body — [36, 468, 326, 784]
column-rule — [336, 154, 338, 1614]
elephants-sun-logo-icon — [624, 46, 944, 154]
lead-col3-text: ರೈತರಿಗೆ ನೀಡಬೇಕಾದ ಹಣವೂ ಇಲ್ಲ, ನೀರು ಹರಿಯುವುದು ಇಲ್ಲ, ಇದು ರೈತರ ಆಕ್ರೋಶಕ್ಕೆ ಕಾರಣವಾಗಿದೆ ಎಂದು ಆರೋಪಿಸಿದರು. ನಿಯಮಾನುಸಾರ ಭೂಸ್ವಾಧೀನ ಮಾಡಿಕೊಳ್ಳುವ ಅಧಿಕಾರಿಗಳು ಬೇಜವಾಬ್ದಾರಿತನದಿಂದ ರೈತರಿಗೆ ಪರಿಹಾರ ನೀಡದೆ ಕಚೇರಿಗೆ ಅಲೆದಾಡಿಸುತ್ತಿದ್ದಾರೆ. — [775, 476, 970, 579]
radha-body-text: ಪಟ್ಟಣದ ಶ್ರೀನಿವಾಸಗೌಡರ ಜ್ಞಾನ ಸರೋವರ ವಿದ್ಯಾ ಸಂಸ್ಥೆಯಲ್ಲಿ ಶ್ರೀ ಕೃಷ್ಣ ಜನ್ಮಾಷ್ಟಮಿ ಪ್ರಯುಕ್ತ ರಾಧಾಕೃಷ್ಣರ ವೇಷಭೂಷಣ ಸ್ಪರ್ಧೆ ನಡೆಸಲಾಯಿತು. ಪಟ್ಟಣದ ನೂರಾರು ಮಕ್ಕಳು ಪೋಷಕರು ಮತ್ತು ಮಕ್ಕಳಿಗೆ ಕೃಷ್ಣ ಮತ್ತು ರಾಧೆ ವೇಷಭೂಷಣ ತೊಡಿಸಿ ಸ್ಪರ್ಧೆಯಲ್ಲಿ ಭಾಗವಹಿಸಿದ್ದರು. ಪುಟಾಣಿ ಮಕ್ಕಳು ಕೃಷ್ಣ ಮತ್ತು ರಾಧೆಯ ವೇಷಭೂಷಣ ತೊಟ್ಟು ಕಂಗೊಳಿಸಿದರು. ಸ್ಪರ್ಧೆಯಲ್ಲಿ ವಿಜೇತರಾದ ಮಕ್ಕಳಿಗೆ ಬಹುಮಾನ ವಿತರಿಸಲಾಯಿತು. ತಾಲೂಕಿನ ಬ್ರಾಹ್ಮಣ ಸಮಾಜದ ಅಧ್ಯಕ್ಷ ಅಯ್ಯರ್ ರಂಗನಾಥ್, ಶಿಕ್ಷಕರು ಸೇರಿದಂತೆ ಹಲವರು ಉಪಸ್ಥಿತರಿದ್ದರು. ಸಂಸ್ಥೆಯ ಕಾರ್ಯದರ್ಶಿ ಮಾತನಾಡಿ ಪ್ರತಿ ವರ್ಷ ಇಂತಹ ಸ್ಪರ್ಧೆ ಆಯೋಜಿಸಲಾಗುತ್ತದೆ ಎಂದರು. ಸ್ಪರ್ಧೆಯಲ್ಲಿ ವಿಜೇತರಾದ ಮಕ್ಕಳಿಗೆ ಬಹುಮಾನ ನೀಡಲಾಯಿತು. — [34, 1994, 294, 2188]
lead-col5-text: ಈ ವೇಳೆ ಭೂಸ್ವಾಧೀನ ಕಚೇರಿ ಅಧಿಕಾರಿಗಳನ್ನು ರೈತರು ತರಾಟೆ ತೆಗೆದುಕೊಂಡರು. ಜಮೀನನ್ನು ಸ್ವಾಧೀನ ಪಡಿಸಿಕೊಳ್ಳುವ ಮುನ್ನ ಸರ್ಕಾರ ಪರಿಹಾರವನ್ನು ಕೊಡದೆ, ನಮ್ಮ ಜಮೀನಿನಲ್ಲಿ ನಾಲೆ ನಿರ್ಮಾಣ ಮಾಡಿದ್ದೀರಿ. ಈಗ ನಮ್ಮ ಜಮೀನಿನಲ್ಲಿ ನಾವು ರಾಗಿ ಬೆಳೆಯಲು ಮುಂದಾಗಿದ್ದೇವೆ. ನೀವು ಯಾರು ಕೇಳಲು? ಎಂದು ಪ್ರಶ್ನಿಸಿದರು. ಕೂಡಲೇ ಪರಿಹಾರ ನೀಡದಿದ್ದರೆ ಉಗ್ರ ಹೋರಾಟ ನಡೆಸಲಾಗುವುದು ಎಂದು ಎಚ್ಚರಿಸಿದರು. ಈ ವೇಳೆ ರೈತ ಮುಖಂಡರು, ಮಹಿಳೆಯರು ಉಪಸ್ಥಿತರಿದ್ದರು. — [1200, 264, 1455, 404]
masthead — [34, 52, 1459, 152]
kannada-col2-text: ಆದರೂ ಕನ್ನಡ ಮಾತನಾಡುವವರ ಸಂಖ್ಯೆ ಕಡಿಮೆಯಾಗುತ್ತಿದೆ. ಹೀಗಾಗಿ, ಸಂಘದಿಂದ ಶಾಲೆಗಳಲ್ಲಿ ಕನ್ನಡ ಕಾರ್ಯಾಗಾರಗಳನ್ನು ಹಮ್ಮಿಕೊಳ್ಳಲಾಗುತ್ತಿದೆ. ವಿದ್ಯಾರ್ಥಿಗಳು ಕನ್ನಡದಲ್ಲಿ ಬರೆಯುವ ಅಭ್ಯಾಸ ಬೆಳೆಸಿಕೊಳ್ಳಬೇಕು. ಲೇಖಿಕೆಯರ ಸಂಘದ ಜಿಲ್ಲಾಧ್ಯಕ್ಷೆ ಮಲ್ಲಿಕಾ ಬಸವರಾಜ್ ಮಾತನಾಡಿ, ವಿದ್ಯಾರ್ಥಿಗಳಲ್ಲಿ ಸಾಹಿತ್ಯದ ಅಭಿರುಚಿ ಬೆಳೆಸುವ ಉದ್ದೇಶದಿಂದ ಇಂತಹ ಕಾರ್ಯಕ್ರಮ ಆಯೋಜಿಸಲಾಗಿದೆ. ಮಕ್ಕಳು ಪುಸ್ತಕಗಳನ್ನು ಓದುವ ಹವ್ಯಾಸ ಬೆಳೆಸಿಕೊಳ್ಳಬೇಕು ಎಂದರು. — [610, 974, 845, 1114]
brief3-headline — [40, 1102, 325, 1153]
smart-city-byline: ಉದಯಕಾಲ ನ್ಯೂಸ್ — [645, 1746, 725, 1760]
